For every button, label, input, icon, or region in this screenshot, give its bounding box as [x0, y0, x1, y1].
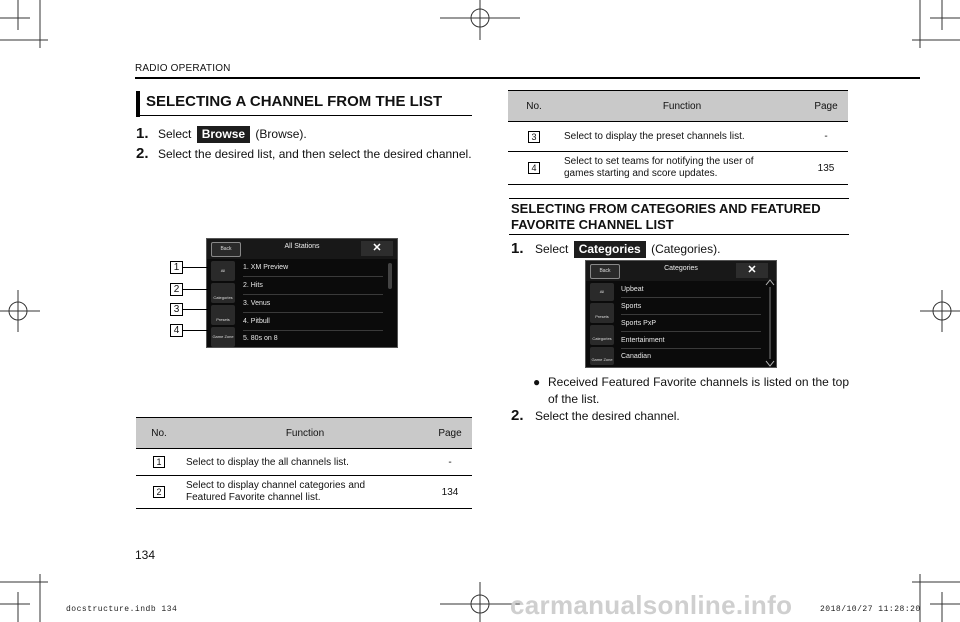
- step-text: (Browse).: [255, 127, 307, 141]
- step-text: Select: [158, 127, 192, 141]
- callout-4: 4: [170, 324, 183, 337]
- close-button[interactable]: ✕: [361, 241, 393, 256]
- step-2: [511, 407, 849, 427]
- callout-1: 1: [170, 261, 183, 274]
- function-table-right: [508, 90, 848, 185]
- footer-file: docstructure.indb 134: [66, 605, 178, 614]
- function-text: Select to display the preset channels list.: [560, 122, 804, 152]
- browse-button-label: Browse: [197, 126, 250, 143]
- callout-line: [183, 330, 208, 331]
- step-2: [136, 145, 472, 181]
- section-title-rule: [136, 115, 472, 116]
- category-item[interactable]: Sports PxP: [621, 315, 761, 332]
- column-header: Function: [560, 91, 804, 122]
- function-text: Select to display the all channels list.: [182, 449, 428, 476]
- channel-item[interactable]: 3. Venus: [243, 295, 383, 313]
- column-header: Page: [804, 91, 848, 122]
- table-row: [136, 476, 472, 509]
- bullet-icon: ●: [533, 375, 541, 389]
- back-button[interactable]: Back: [211, 242, 241, 257]
- all-stations-screen: [206, 238, 398, 348]
- page-ref: -: [428, 449, 472, 476]
- section-top-rule: [509, 198, 849, 199]
- watermark: carmanualsonline.info: [510, 590, 793, 620]
- item-number: 2: [153, 486, 165, 498]
- step-text: (Categories).: [651, 242, 721, 256]
- side-tab-categories[interactable]: Categories: [211, 283, 235, 303]
- channel-item[interactable]: 2. Hits: [243, 277, 383, 295]
- function-table-left: [136, 417, 472, 509]
- bullet-note: [533, 374, 849, 410]
- side-tab-game-zone[interactable]: Game Zone: [211, 327, 235, 347]
- page-number: 134: [135, 548, 156, 562]
- section-title-categories: SELECTING FROM CATEGORIES AND FEATURED FAVORITE CHANNEL LIST: [511, 201, 821, 232]
- table-row: [508, 122, 848, 152]
- step-1: [511, 240, 849, 260]
- side-tab-all[interactable]: All: [590, 283, 614, 301]
- table-row: [508, 152, 848, 185]
- section-title-rule: [509, 234, 849, 235]
- section-title-channel-list: SELECTING A CHANNEL FROM THE LIST: [136, 91, 472, 117]
- step-text: Select: [535, 242, 569, 256]
- channel-item[interactable]: 5. 80s on 8: [243, 335, 278, 342]
- side-tab-presets[interactable]: Presets: [590, 303, 614, 323]
- item-number: 3: [528, 131, 540, 143]
- item-number: 4: [528, 162, 540, 174]
- screen-title: Categories: [664, 265, 698, 272]
- category-item[interactable]: Canadian: [621, 353, 651, 360]
- header-rule: [135, 77, 920, 79]
- section-header: RADIO OPERATION: [135, 63, 231, 74]
- function-text: Select to set teams for notifying the user of games starting and score updates.: [560, 152, 804, 185]
- categories-button-label: Categories: [574, 241, 646, 258]
- scrollbar[interactable]: [388, 263, 392, 289]
- channel-item[interactable]: 4. Pitbull: [243, 313, 383, 331]
- function-text: Select to display channel categories and Featured Favorite channel list.: [182, 476, 428, 509]
- step-text: Select the desired list, and then select the desired channel.: [158, 147, 472, 161]
- close-button[interactable]: ✕: [736, 263, 768, 278]
- callout-2: 2: [170, 283, 183, 296]
- category-item[interactable]: Sports: [621, 298, 761, 315]
- callout-line: [183, 289, 208, 290]
- back-button[interactable]: Back: [590, 264, 620, 279]
- page-ref: 134: [428, 476, 472, 509]
- item-number: 1: [153, 456, 165, 468]
- column-header: No.: [508, 91, 560, 122]
- callout-line: [183, 309, 208, 310]
- table-row: [136, 449, 472, 476]
- screen-title: All Stations: [284, 243, 320, 250]
- category-item[interactable]: Upbeat: [621, 281, 761, 298]
- categories-screen: [585, 260, 777, 368]
- step-number: 2.: [511, 407, 524, 424]
- callout-line: [183, 267, 208, 268]
- category-item[interactable]: Entertainment: [621, 332, 761, 349]
- step-number: 1.: [511, 240, 524, 257]
- step-number: 2.: [136, 145, 149, 162]
- channel-item[interactable]: 1. XM Preview: [243, 259, 383, 277]
- footer-timestamp: 2018/10/27 11:28:20: [820, 605, 921, 614]
- step-number: 1.: [136, 125, 149, 142]
- page-ref: 135: [804, 152, 848, 185]
- step-1: [136, 125, 472, 145]
- page-ref: -: [804, 122, 848, 152]
- side-tab-game-zone[interactable]: Game Zone: [590, 347, 614, 365]
- column-header: Page: [428, 418, 472, 449]
- side-tab-all[interactable]: All: [211, 261, 235, 281]
- side-tab-categories[interactable]: Categories: [590, 325, 614, 345]
- callout-3: 3: [170, 303, 183, 316]
- column-header: No.: [136, 418, 182, 449]
- column-header: Function: [182, 418, 428, 449]
- scroll-arrows[interactable]: [765, 279, 775, 368]
- bullet-text: Received Featured Favorite channels is listed on the top of the list.: [548, 375, 849, 406]
- step-text: Select the desired channel.: [535, 409, 680, 423]
- side-tab-presets[interactable]: Presets: [211, 305, 235, 325]
